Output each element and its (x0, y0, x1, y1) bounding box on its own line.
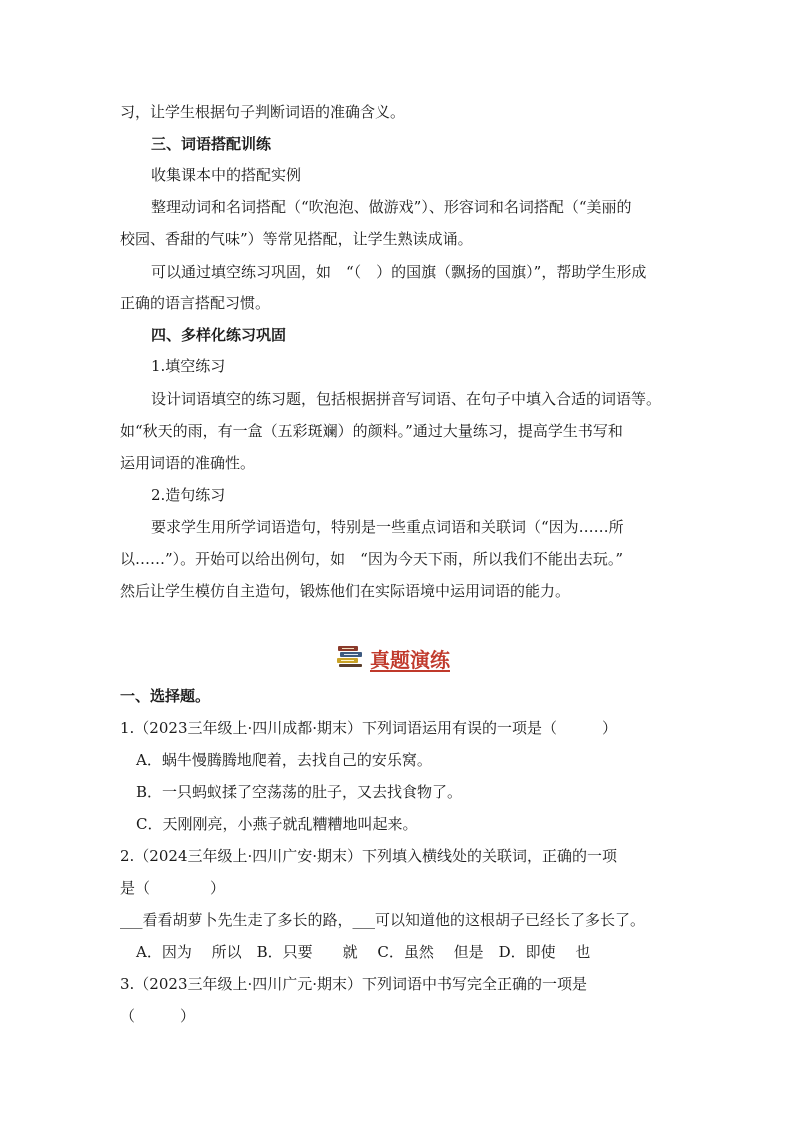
question-3-stem-cont: （ ） (120, 1007, 196, 1025)
question-2-options: A．因为 所以 B．只要 就 C．虽然 但是 D．即使 也 (136, 943, 591, 961)
books-icon (336, 644, 364, 672)
paragraph-line: 以……”）。开始可以给出例句，如 “因为今天下雨，所以我们不能出去玩。” (120, 550, 624, 568)
section-heading-collocation: 三、词语搭配训练 (151, 135, 272, 153)
question-2-blank-sentence: ___看看胡萝卜先生走了多长的路，___可以知道他的这根胡子已经长了多长了。 (120, 911, 646, 929)
question-1-option-b: B．一只蚂蚁揉了空荡荡的肚子，又去找食物了。 (136, 783, 463, 801)
practice-title: 真题演练 (370, 647, 450, 672)
paragraph-line: 如“秋天的雨，有一盒（五彩斑斓）的颜料。”通过大量练习，提高学生书写和 (120, 422, 623, 440)
paragraph-line: 然后让学生模仿自主造句，锻炼他们在实际语境中运用词语的能力。 (120, 582, 571, 600)
paragraph-line: 可以通过填空练习巩固，如 “（ ）的国旗（飘扬的国旗）”，帮助学生形成 (151, 263, 647, 281)
question-2-stem: 2.（2024三年级上·四川广安·期末）下列填入横线处的关联词，正确的一项 (120, 847, 618, 865)
paragraph-line: 正确的语言搭配习惯。 (120, 294, 271, 312)
section-heading-practice: 四、多样化练习巩固 (151, 326, 287, 344)
item-title: 2.造句练习 (151, 486, 226, 504)
paragraph-line: 要求学生用所学词语造句，特别是一些重点词语和关联词（“因为……所 (151, 518, 624, 536)
paragraph-line: 整理动词和名词搭配（“吹泡泡、做游戏”）、形容词和名词搭配（“美丽的 (151, 198, 632, 216)
question-1-option-a: A．蜗牛慢腾腾地爬着，去找自己的安乐窝。 (136, 751, 432, 769)
subheading: 收集课本中的搭配实例 (151, 166, 302, 184)
paragraph-line: 习，让学生根据句子判断词语的准确含义。 (120, 103, 406, 121)
question-1-option-c: C．天刚刚亮，小燕子就乱糟糟地叫起来。 (136, 815, 418, 833)
item-title: 1.填空练习 (151, 357, 226, 375)
paragraph-line: 校园、香甜的气味”）等常见搭配，让学生熟读成诵。 (120, 230, 473, 248)
question-1-stem: 1.（2023三年级上·四川成都·期末）下列词语运用有误的一项是（ ） (120, 719, 618, 737)
paragraph-line: 设计词语填空的练习题，包括根据拼音写词语、在句子中填入合适的词语等。 (151, 390, 662, 408)
question-3-stem: 3.（2023三年级上·四川广元·期末）下列词语中书写完全正确的一项是 (120, 975, 588, 993)
question-section-heading: 一、选择题。 (120, 687, 211, 705)
question-2-stem-cont: 是（ ） (120, 879, 226, 897)
paragraph-line: 运用词语的准确性。 (120, 454, 256, 472)
practice-title-block (336, 644, 450, 672)
